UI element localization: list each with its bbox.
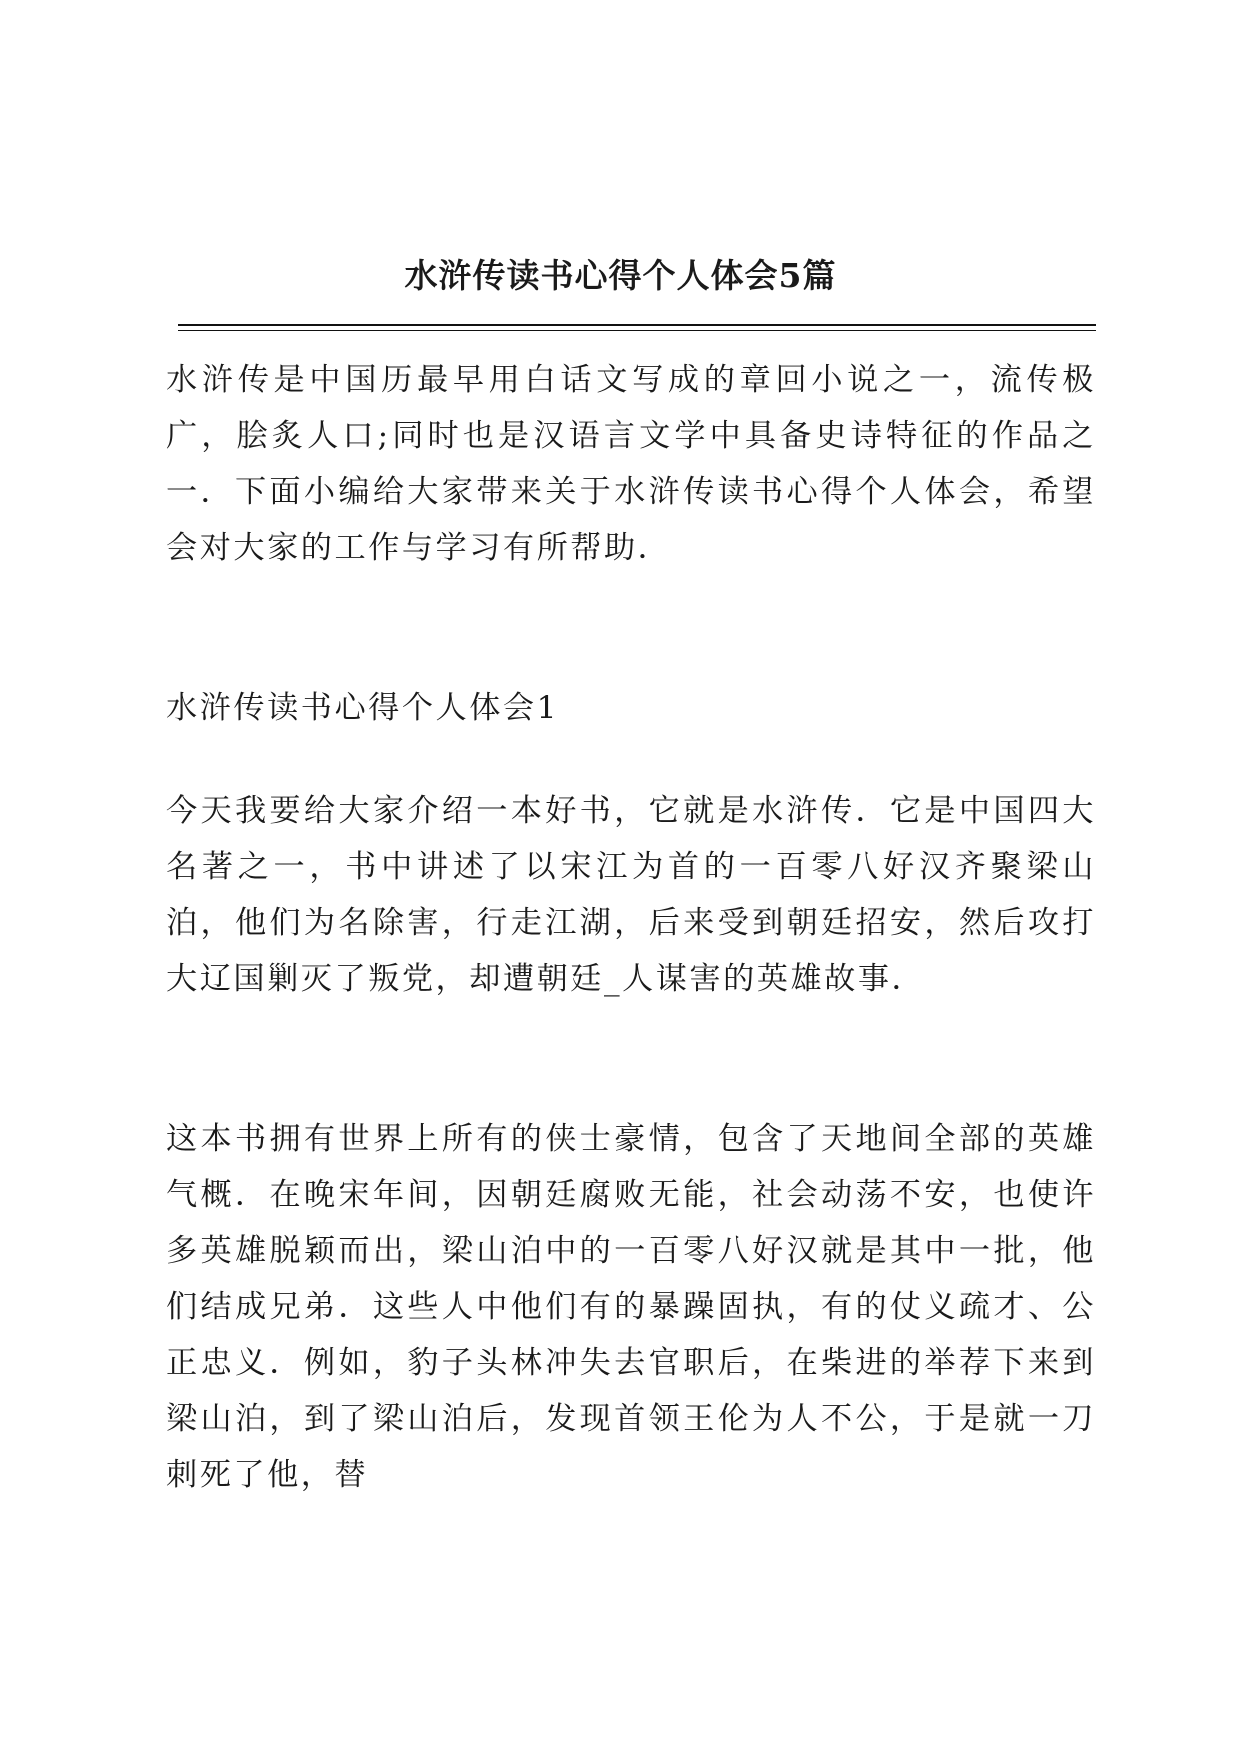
document-title: 水浒传读书心得个人体会5篇 (404, 256, 837, 295)
body-paragraph-2: 这本书拥有世界上所有的侠士豪情，包含了天地间全部的英雄气概．在晚宋年间，因朝廷腐败无能，社会动荡不安，也使许多英雄脱颖而出，梁山泊中的一百零八好汉就是其中一批，他们结成兄弟．这些人中他们有的暴躁固执，有的仗义疏才、公正忠义．例如，豹子头林冲失去官职后，在柴进的举荐下来到梁山泊，到了梁山泊后，发现首领王伦为人不公，于是就一刀刺死了他，替 (166, 1121, 1096, 1493)
body-paragraph-1: 今天我要给大家介绍一本好书，它就是水浒传．它是中国四大名著之一，书中讲述了以宋江为首的一百零八好汉齐聚梁山泊，他们为名除害，行走江湖，后来受到朝廷招安，然后攻打大辽国剿灭了叛党，却遭朝廷_人谋害的英雄故事． (166, 793, 1096, 997)
section-heading: 水浒传读书心得个人体会1 (166, 690, 559, 726)
intro-paragraph: 水浒传是中国历最早用白话文写成的章回小说之一，流传极广，脍炙人口;同时也是汉语言文学中具备史诗特征的作品之一．下面小编给大家带来关于水浒传读书心得个人体会，希望会对大家的工作与学习有所帮助． (166, 362, 1096, 566)
title-divider (178, 324, 1096, 331)
